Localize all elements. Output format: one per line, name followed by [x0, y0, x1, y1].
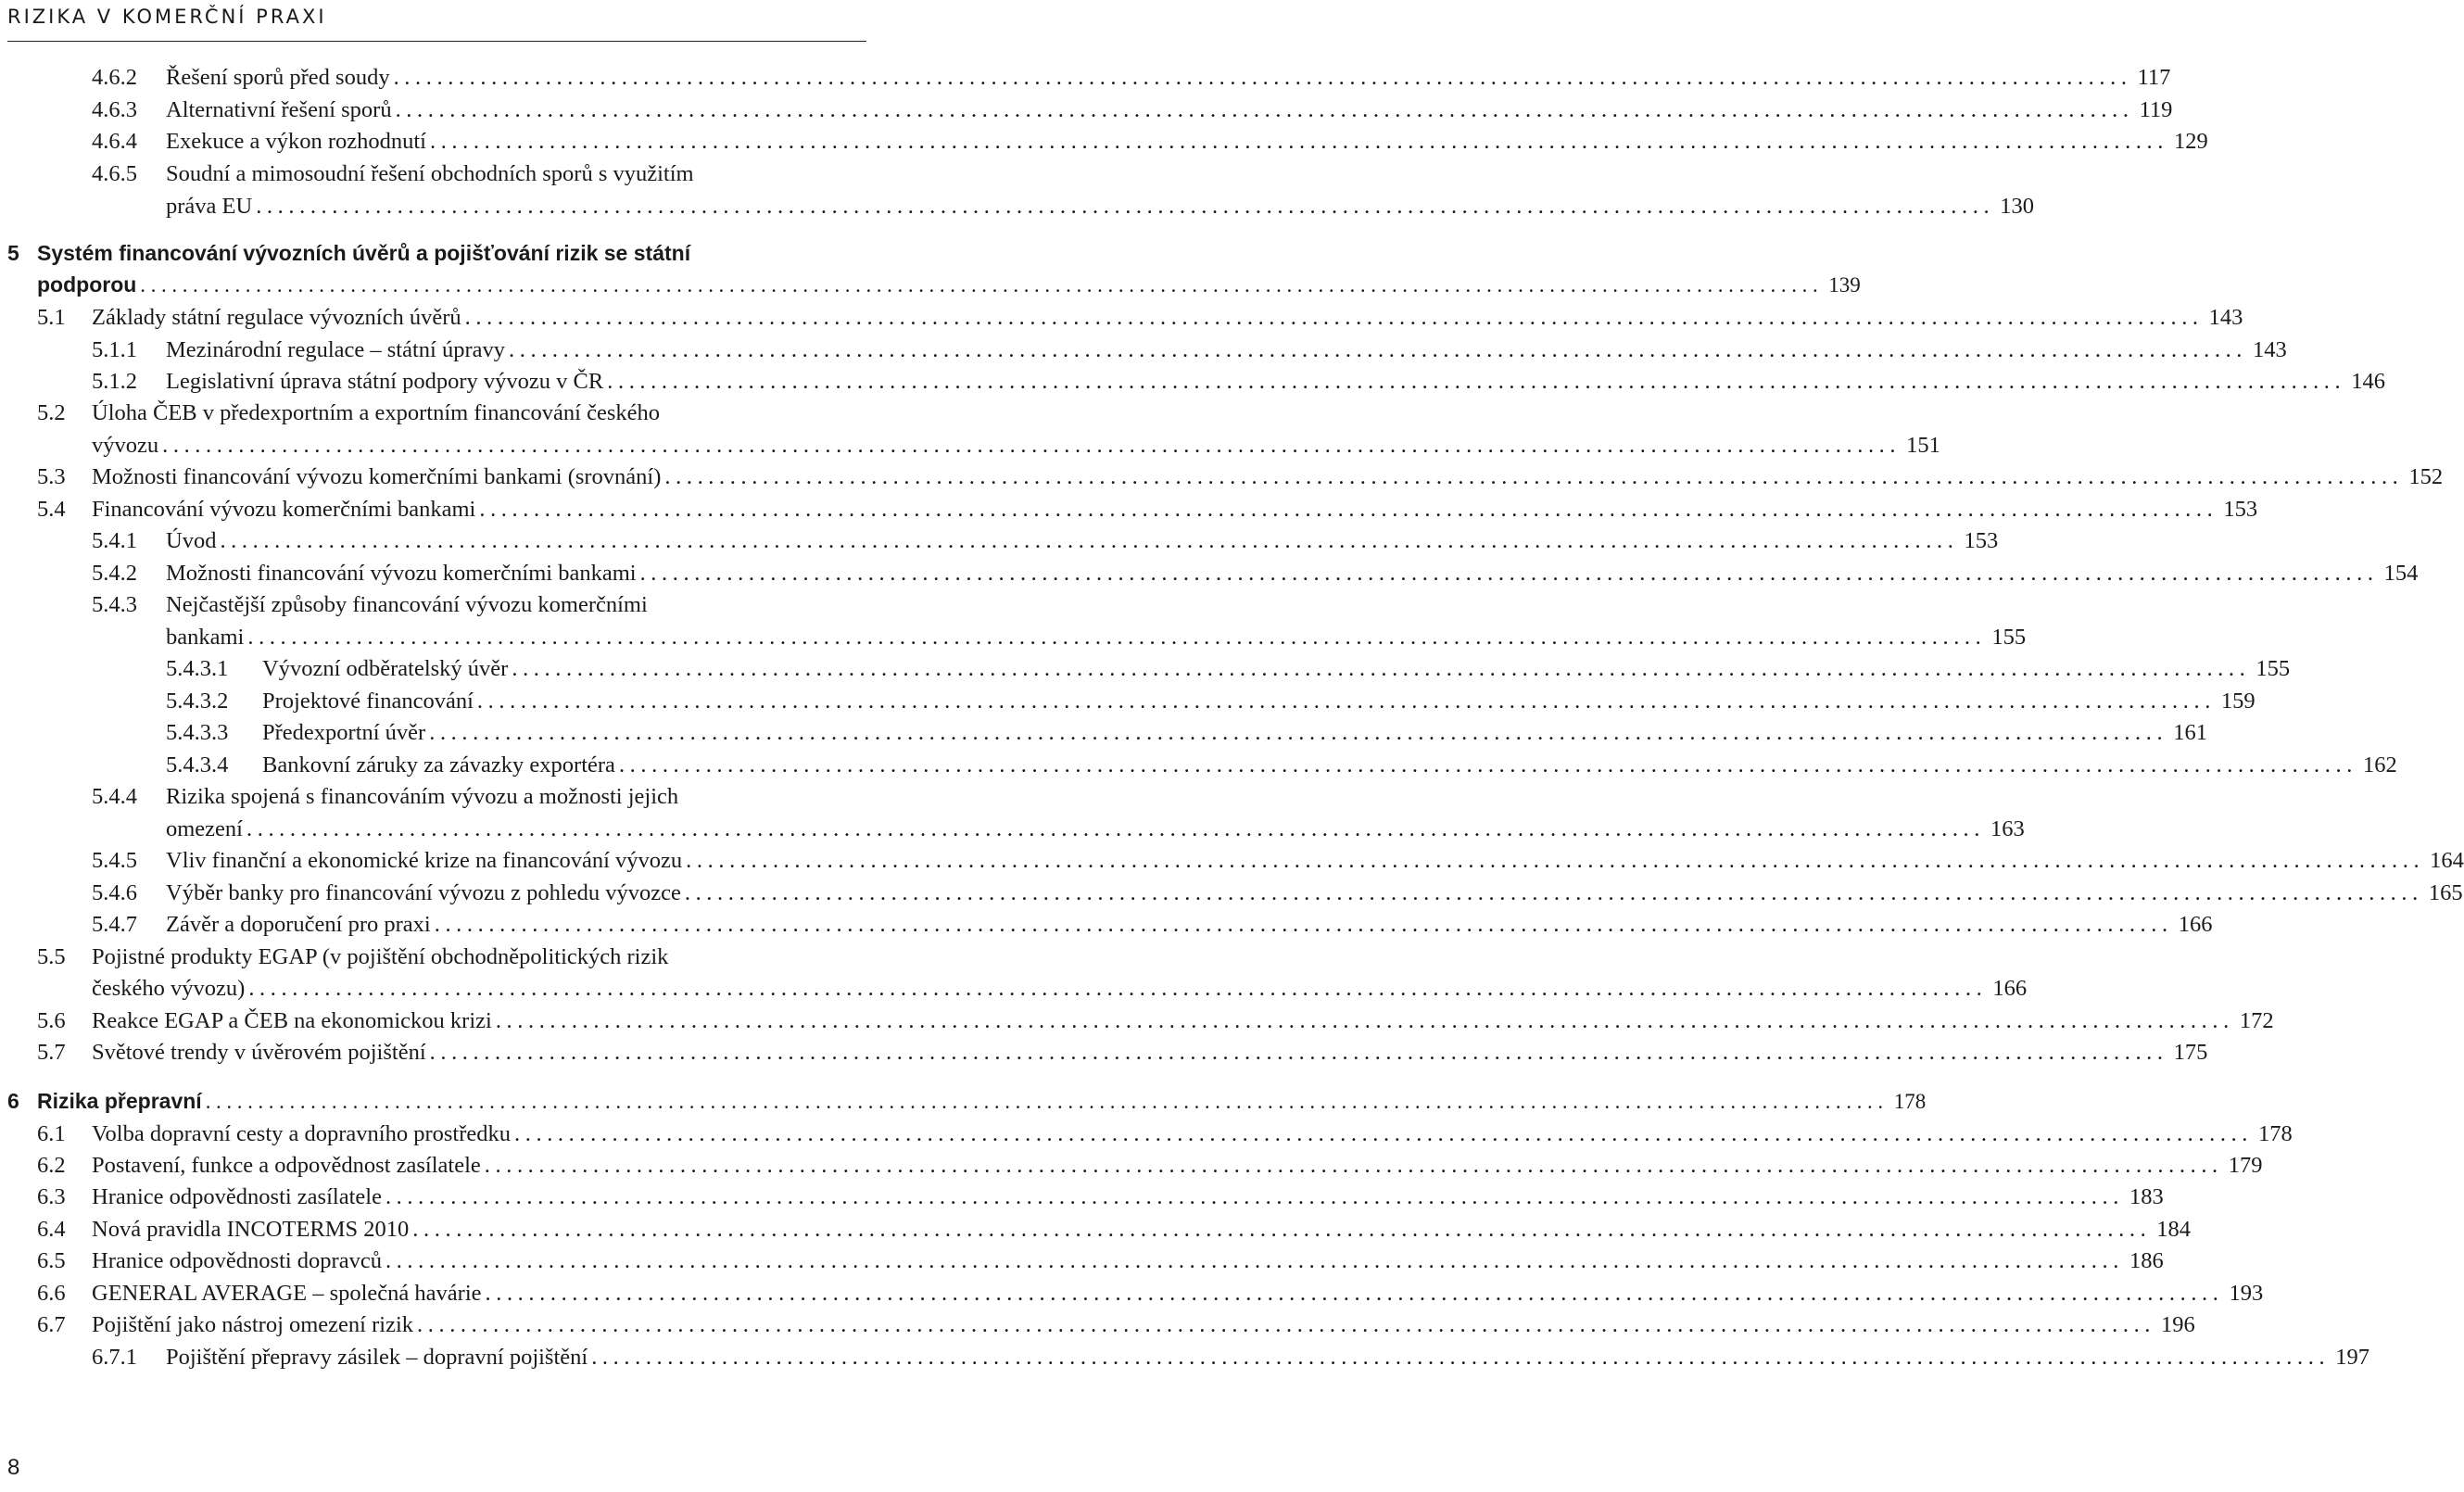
dot-leader: ................................................................................................................................................................: [639, 561, 2379, 586]
entry-page-number: 179: [2228, 1153, 2263, 1178]
dot-leader: ................................................................................................................................................................: [464, 305, 2204, 330]
entry-number: 5: [7, 241, 19, 265]
entry-page-number: 186: [2129, 1248, 2164, 1273]
entry-number: 6.1: [37, 1121, 66, 1146]
entry-number: 6.4: [37, 1217, 66, 1242]
entry-number: 5.4.7: [92, 912, 137, 937]
entry-page-number: 143: [2253, 337, 2287, 362]
entry-number: 5.4.3.4: [166, 752, 229, 778]
entry-number: 6.2: [37, 1153, 66, 1178]
entry-title: Úloha ČEB v předexportním a exportním financování českého: [92, 400, 661, 425]
toc-line: [92, 880, 2463, 905]
toc-line: [92, 337, 2287, 362]
entry-title: Soudní a mimosoudní řešení obchodních sporů s využitím: [166, 161, 694, 186]
toc-line: [37, 946, 860, 969]
entry-title-continued: bankami: [166, 625, 245, 650]
toc-line: [92, 912, 2213, 937]
entry-title-continued: vývozu: [92, 433, 159, 458]
entry-title: Úvod: [166, 528, 217, 553]
entry-page-number: 153: [2223, 497, 2258, 522]
toc-line: [37, 1153, 2263, 1178]
dot-leader: ................................................................................................................................................................: [686, 848, 2425, 873]
dot-leader: ................................................................................................................................................................: [664, 464, 2404, 489]
entry-page-number: 153: [1964, 528, 1999, 553]
entry-title: Alternativní řešení sporů: [166, 97, 392, 122]
entry-page-number: 152: [2408, 464, 2444, 489]
page-number: 8: [7, 1455, 20, 1480]
toc-line-continued: [37, 272, 1861, 297]
entry-number: 5.1: [37, 305, 66, 330]
entry-number: 6: [7, 1089, 19, 1113]
toc-line: [166, 720, 2207, 745]
entry-title: Rizika přepravní: [37, 1089, 202, 1113]
entry-number: 5.4.3.3: [166, 720, 229, 745]
entry-page-number: 196: [2161, 1312, 2195, 1337]
entry-title: Mezinárodní regulace – státní úpravy: [166, 337, 506, 362]
running-head: RIZIKA V KOMERČNÍ PRAXI: [7, 6, 327, 28]
dot-leader: ................................................................................................................................................................: [618, 752, 2357, 778]
entry-page-number: 197: [2335, 1345, 2369, 1370]
toc-line-continued: [166, 194, 2034, 219]
toc-line: [92, 1345, 2369, 1370]
entry-number: 5.1.2: [92, 369, 137, 394]
toc-line: [7, 243, 860, 264]
entry-number: 4.6.2: [92, 65, 137, 90]
entry-number: 5.4.3: [92, 592, 137, 617]
entry-page-number: 119: [2139, 97, 2173, 122]
entry-page-number: 165: [2428, 880, 2463, 905]
entry-title: Základy státní regulace vývozních úvěrů: [92, 305, 461, 330]
entry-title: Nejčastější způsoby financování vývozu komerčními: [166, 592, 648, 617]
toc-line-continued: [92, 976, 2028, 1001]
entry-number: 6.7: [37, 1312, 66, 1337]
entry-number: 5.4.3.1: [166, 656, 229, 681]
entry-title-continued: práva EU: [166, 194, 253, 219]
entry-title: Závěr a doporučení pro praxi: [166, 912, 431, 937]
toc-line: [37, 1040, 2208, 1065]
dot-leader: ................................................................................................................................................................: [385, 1248, 2124, 1273]
entry-number: 5.2: [37, 400, 66, 425]
dot-leader: ................................................................................................................................................................: [512, 656, 2251, 681]
entry-title: Volba dopravní cesty a dopravního prostředku: [92, 1121, 512, 1146]
toc-line: [92, 129, 2208, 154]
entry-page-number: 178: [1893, 1090, 1927, 1113]
toc-line: [92, 369, 2385, 394]
dot-leader: ................................................................................................................................................................: [162, 433, 1902, 458]
entry-page-number: 143: [2208, 305, 2243, 330]
toc-line: [92, 65, 2171, 90]
entry-page-number: 175: [2173, 1040, 2208, 1065]
entry-title: Pojištění přepravy zásilek – dopravní pojištění: [166, 1345, 588, 1370]
entry-number: 4.6.5: [92, 161, 137, 186]
dot-leader: ................................................................................................................................................................: [495, 1008, 2234, 1033]
toc-line: [92, 561, 2419, 586]
entry-page-number: 163: [1990, 816, 2025, 841]
entry-title-continued: českého vývozu): [92, 976, 246, 1001]
entry-page-number: 146: [2351, 369, 2385, 394]
entry-page-number: 166: [2178, 912, 2213, 937]
dot-leader: ................................................................................................................................................................: [429, 720, 2168, 745]
entry-title: Bankovní záruky za závazky exportéra: [262, 752, 615, 778]
entry-title: Možnosti financování vývozu komerčními bankami (srovnání): [92, 464, 662, 489]
entry-page-number: 184: [2156, 1217, 2192, 1242]
entry-number: 6.7.1: [92, 1345, 137, 1370]
entry-page-number: 139: [1828, 273, 1861, 297]
entry-number: 4.6.4: [92, 129, 137, 154]
toc-line: [37, 1217, 2192, 1242]
dot-leader: ................................................................................................................................................................: [395, 97, 2134, 122]
entry-number: 6.5: [37, 1248, 66, 1273]
entry-number: 5.4.3.2: [166, 689, 229, 714]
entry-page-number: 129: [2173, 129, 2208, 154]
entry-title: Financování vývozu komerčními bankami: [92, 497, 476, 522]
entry-page-number: 172: [2239, 1008, 2274, 1033]
toc-line: [37, 402, 860, 425]
dot-leader: ................................................................................................................................................................: [509, 337, 2248, 362]
entry-number: 5.4.2: [92, 561, 137, 586]
dot-leader: ................................................................................................................................................................: [476, 689, 2216, 714]
dot-leader: ................................................................................................................................................................: [591, 1345, 2331, 1370]
toc-line: [37, 1008, 2274, 1033]
entry-number: 6.6: [37, 1281, 66, 1306]
dot-leader: ................................................................................................................................................................: [479, 497, 2218, 522]
dot-leader: ................................................................................................................................................................: [607, 369, 2346, 394]
dot-leader: ................................................................................................................................................................: [247, 625, 1987, 650]
entry-title: Vývozní odběratelský úvěr: [262, 656, 509, 681]
entry-page-number: 178: [2258, 1121, 2293, 1146]
dot-leader: ................................................................................................................................................................: [385, 1184, 2124, 1209]
entry-title: Legislativní úprava státní podpory vývozu v ČR: [166, 369, 604, 394]
entry-number: 5.6: [37, 1008, 66, 1033]
dot-leader: ................................................................................................................................................................: [205, 1090, 1889, 1113]
entry-title: Nová pravidla INCOTERMS 2010: [92, 1217, 410, 1242]
entry-number: 5.4.5: [92, 848, 137, 873]
entry-number: 4.6.3: [92, 97, 137, 122]
dot-leader: ................................................................................................................................................................: [429, 1040, 2168, 1065]
dot-leader: ................................................................................................................................................................: [140, 273, 1824, 297]
entry-title: Možnosti financování vývozu komerčními bankami: [166, 561, 637, 586]
entry-page-number: 162: [2362, 752, 2397, 778]
toc-line: [92, 848, 2464, 873]
entry-title: GENERAL AVERAGE – společná havárie: [92, 1281, 482, 1306]
entry-page-number: 117: [2137, 65, 2171, 90]
dot-leader: ................................................................................................................................................................: [246, 816, 1985, 841]
entry-title: Světové trendy v úvěrovém pojištění: [92, 1040, 426, 1065]
toc-line: [37, 497, 2258, 522]
entry-number: 5.4: [37, 497, 66, 522]
entry-number: 5.4.1: [92, 528, 137, 553]
dot-leader: ................................................................................................................................................................: [220, 528, 1959, 553]
dot-leader: ................................................................................................................................................................: [248, 976, 1988, 1001]
entry-title: Reakce EGAP a ČEB na ekonomickou krizi: [92, 1008, 492, 1033]
dot-leader: ................................................................................................................................................................: [434, 912, 2173, 937]
entry-page-number: 193: [2229, 1281, 2264, 1306]
entry-page-number: 155: [2256, 656, 2291, 681]
dot-leader: ................................................................................................................................................................: [412, 1217, 2152, 1242]
entry-number: 5.7: [37, 1040, 66, 1065]
entry-page-number: 154: [2383, 561, 2419, 586]
dot-leader: ................................................................................................................................................................: [514, 1121, 2254, 1146]
entry-title: Výběr banky pro financování vývozu z pohledu vývozce: [166, 880, 681, 905]
entry-page-number: 166: [1992, 976, 2028, 1001]
dot-leader: ................................................................................................................................................................: [429, 129, 2168, 154]
toc-line: [166, 656, 2291, 681]
entry-page-number: 130: [2000, 194, 2034, 219]
entry-number: 5.1.1: [92, 337, 137, 362]
toc-line-continued: [166, 816, 2025, 841]
entry-title: Pojištění jako nástroj omezení rizik: [92, 1312, 414, 1337]
entry-page-number: 151: [1906, 433, 1940, 458]
entry-title: Hranice odpovědnosti dopravců: [92, 1248, 382, 1273]
toc-line: [37, 1121, 2293, 1146]
entry-title-continued: omezení: [166, 816, 243, 841]
dot-leader: ................................................................................................................................................................: [484, 1153, 2223, 1178]
entry-title: Hranice odpovědnosti zasílatele: [92, 1184, 382, 1209]
dot-leader: ................................................................................................................................................................: [256, 194, 1995, 219]
entry-title: Postavení, funkce a odpovědnost zasílatele: [92, 1153, 481, 1178]
dot-leader: ................................................................................................................................................................: [485, 1281, 2224, 1306]
toc-line: [166, 752, 2397, 778]
toc-line-continued: [92, 433, 1940, 458]
entry-page-number: 155: [1991, 625, 2027, 650]
toc-line-continued: [166, 625, 2027, 650]
entry-title: Vliv finanční a ekonomické krize na financování vývozu: [166, 848, 683, 873]
toc-line: [37, 464, 2444, 489]
toc-line: [92, 528, 1999, 553]
dot-leader: ................................................................................................................................................................: [684, 880, 2423, 905]
toc-line: [37, 1184, 2164, 1209]
header-rule: [7, 41, 866, 42]
entry-title: Předexportní úvěr: [262, 720, 426, 745]
toc-line: [37, 1312, 2195, 1337]
toc-line: [37, 305, 2243, 330]
entry-title: Exekuce a výkon rozhodnutí: [166, 129, 426, 154]
toc-line: [37, 1248, 2164, 1273]
toc-line: [7, 1089, 1927, 1113]
entry-page-number: 161: [2173, 720, 2207, 745]
dot-leader: ................................................................................................................................................................: [393, 65, 2132, 90]
toc-line: [166, 689, 2256, 714]
entry-number: 5.5: [37, 944, 66, 969]
entry-title: Pojistné produkty EGAP (v pojištění obchodněpolitických rizik: [92, 944, 669, 969]
toc-line: [92, 163, 860, 186]
entry-title: Řešení sporů před soudy: [166, 65, 390, 90]
entry-number: 5.4.4: [92, 784, 137, 809]
entry-title: Projektové financování: [262, 689, 474, 714]
toc-line: [92, 594, 860, 617]
entry-number: 5.3: [37, 464, 66, 489]
entry-title-continued: podporou: [37, 272, 137, 297]
entry-page-number: 159: [2220, 689, 2256, 714]
toc-line: [37, 1281, 2264, 1306]
toc-line: [92, 97, 2173, 122]
entry-page-number: 183: [2129, 1184, 2164, 1209]
entry-title: Systém financování vývozních úvěrů a pojišťování rizik se státní: [37, 241, 691, 265]
entry-number: 6.3: [37, 1184, 66, 1209]
dot-leader: ................................................................................................................................................................: [417, 1312, 2156, 1337]
entry-number: 5.4.6: [92, 880, 137, 905]
toc-line: [92, 786, 860, 809]
entry-title: Rizika spojená s financováním vývozu a možnosti jejich: [166, 784, 679, 809]
entry-page-number: 164: [2430, 848, 2464, 873]
